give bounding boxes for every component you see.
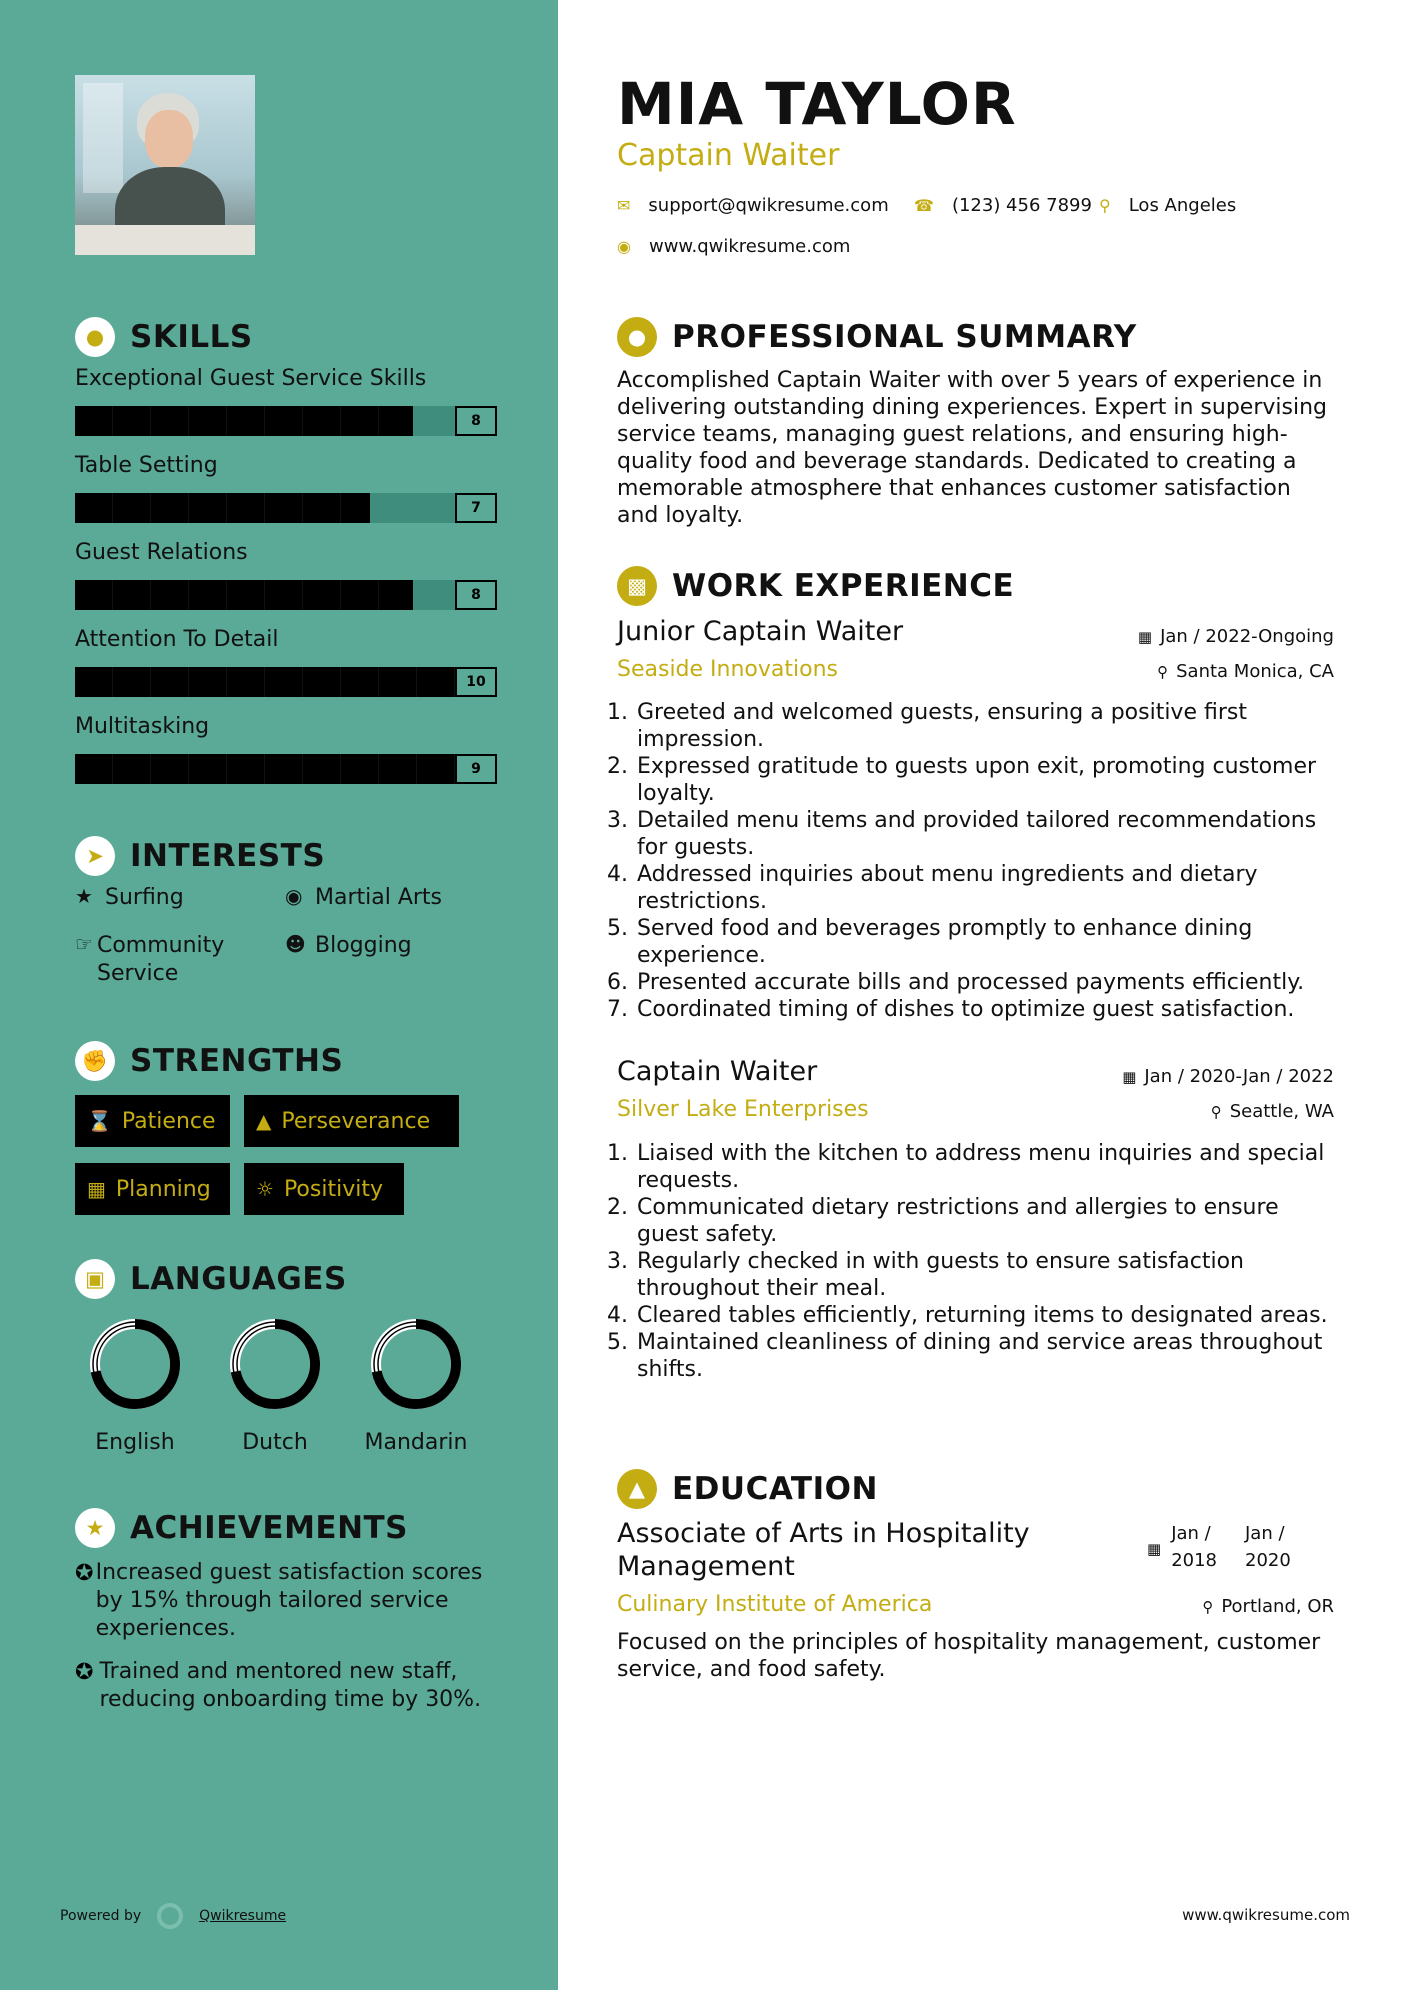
- skill-bar-fill: [75, 580, 413, 610]
- education-heading: [617, 1469, 878, 1509]
- job-location: [1211, 1101, 1334, 1122]
- strength-label: Perseverance: [281, 1108, 431, 1134]
- interest-label: Surfing: [105, 885, 184, 910]
- strength-chip: [75, 1095, 230, 1147]
- job-dates-text: Jan / 2022-Ongoing: [1160, 626, 1334, 647]
- powered-by-link[interactable]: Qwikresume: [199, 1908, 287, 1924]
- users-icon: ☻: [285, 932, 306, 956]
- pin-icon: ⚲: [1210, 1102, 1222, 1121]
- strength-label: Planning: [115, 1176, 211, 1202]
- skills-heading: [75, 317, 253, 357]
- list-item: 7. Coordinated timing of dishes to optimize guest satisfaction.: [635, 996, 1339, 1023]
- skill-item: [75, 453, 497, 523]
- list-item: 2. Communicated dietary restrictions and allergies to ensure guest safety.: [635, 1194, 1339, 1248]
- list-item: 3. Detailed menu items and provided tailored recommendations for guests.: [635, 807, 1339, 861]
- star-icon: ✪: [75, 1660, 94, 1685]
- language-item: [210, 1316, 340, 1455]
- job-company: Silver Lake Enterprises: [617, 1097, 869, 1122]
- job-responsibilities: [617, 699, 1339, 1023]
- pin-icon: ⚲: [1202, 1597, 1214, 1616]
- languages-title: LANGUAGES: [130, 1261, 347, 1297]
- summary-text: Accomplished Captain Waiter with over 5 years of experience in delivering outstanding dining experiences. Expert in supervising service teams, managing guest relations, and ensuring high-quality food and beverage standards. Dedicated to creating a memorable atmosphere that enhances customer satisfaction and loyalty.: [617, 368, 1327, 528]
- star-icon: ✪: [75, 1561, 94, 1586]
- skill-level: 10: [455, 667, 497, 697]
- education-end: [1245, 1520, 1291, 1574]
- pin-icon: ⚲: [1157, 662, 1169, 681]
- job-location-text: Santa Monica, CA: [1176, 661, 1334, 682]
- calendar-icon: ▦: [1147, 1540, 1162, 1558]
- interest-item: [75, 932, 255, 988]
- list-item: 1. Greeted and welcomed guests, ensuring a positive first impression.: [635, 699, 1339, 753]
- phone-text: (123) 456 7899: [951, 195, 1092, 216]
- sun-icon: ☼: [256, 1177, 274, 1201]
- strength-label: Positivity: [283, 1176, 383, 1202]
- skill-level: 9: [455, 754, 497, 784]
- skill-bar-fill: [75, 406, 413, 436]
- achievement-text: Increased guest satisfaction scores by 15% through tailored service experiences.: [95, 1560, 483, 1641]
- skill-bar: [75, 754, 497, 784]
- contact-phone[interactable]: [914, 195, 1092, 216]
- experience-heading: [617, 566, 1014, 606]
- candidate-role: Captain Waiter: [617, 138, 840, 173]
- map-marker-icon: ⚲: [1099, 196, 1111, 215]
- skill-bar-fill: [75, 754, 455, 784]
- job-company: Seaside Innovations: [617, 657, 838, 682]
- strength-chip: [244, 1163, 404, 1215]
- strengths-heading: [75, 1041, 343, 1081]
- interest-label: Community Service: [96, 933, 225, 986]
- calendar-icon: ▦: [87, 1177, 106, 1201]
- skill-item: [75, 540, 497, 610]
- experience-title: WORK EXPERIENCE: [672, 568, 1015, 604]
- contact-email[interactable]: [617, 195, 889, 216]
- list-item: 5. Served food and beverages promptly to enhance dining experience.: [635, 915, 1339, 969]
- strength-label: Patience: [121, 1108, 216, 1134]
- interests-title: INTERESTS: [130, 838, 326, 874]
- achievement-item: [75, 1559, 505, 1643]
- education-title: EDUCATION: [672, 1471, 878, 1507]
- job-title: Captain Waiter: [617, 1056, 818, 1087]
- powered-by: [60, 1903, 286, 1929]
- education-dates: [1147, 1520, 1291, 1574]
- job-title: Junior Captain Waiter: [617, 616, 904, 647]
- strength-chip: [75, 1163, 230, 1215]
- job-location-text: Seattle, WA: [1229, 1101, 1334, 1122]
- list-item: 2. Expressed gratitude to guests upon exit, promoting customer loyalty.: [635, 753, 1339, 807]
- job-dates: [1122, 1066, 1334, 1087]
- skill-bar: [75, 493, 497, 523]
- achievement-text: Trained and mentored new staff, reducing onboarding time by 30%.: [99, 1659, 482, 1712]
- language-ring: [368, 1316, 464, 1412]
- skill-bar: [75, 406, 497, 436]
- interest-label: Blogging: [315, 933, 412, 958]
- summary-title: PROFESSIONAL SUMMARY: [672, 319, 1137, 355]
- globe-icon: ◉: [617, 237, 631, 256]
- id-card-icon: ▣: [75, 1259, 115, 1299]
- education-location: [1202, 1596, 1334, 1617]
- language-name: English: [95, 1430, 175, 1455]
- skill-level: 8: [455, 406, 497, 436]
- website-text: www.qwikresume.com: [648, 236, 851, 257]
- job-dates: [1138, 626, 1334, 647]
- envelope-icon: ✉: [617, 196, 631, 215]
- language-ring: [87, 1316, 183, 1412]
- contact-website[interactable]: [617, 236, 850, 257]
- list-item: 5. Maintained cleanliness of dining and service areas throughout shifts.: [635, 1329, 1339, 1383]
- skill-item: [75, 714, 497, 784]
- education-description: Focused on the principles of hospitality management, customer service, and food safety.: [617, 1630, 1321, 1682]
- graduation-cap-icon: ▲: [617, 1469, 657, 1509]
- stars-icon: ★: [75, 1508, 115, 1548]
- strengths-title: STRENGTHS: [130, 1043, 344, 1079]
- skill-bar-fill: [75, 667, 497, 697]
- job-responsibilities: [617, 1140, 1339, 1383]
- hourglass-icon: ⌛: [87, 1109, 112, 1133]
- user-icon: ●: [617, 317, 657, 357]
- languages-heading: [75, 1259, 347, 1299]
- education-start-month: Jan /: [1171, 1523, 1211, 1544]
- calendar-icon: ▦: [1137, 627, 1153, 646]
- strength-chip: [244, 1095, 459, 1147]
- road-icon: ▲: [256, 1109, 272, 1133]
- interests-heading: [75, 836, 325, 876]
- achievements-title: ACHIEVEMENTS: [130, 1510, 409, 1546]
- achievement-item: [75, 1658, 505, 1714]
- education-start: [1171, 1520, 1217, 1574]
- skill-bar: [75, 580, 497, 610]
- skill-name: Table Setting: [75, 453, 218, 478]
- skill-level: 8: [455, 580, 497, 610]
- list-item: 6. Presented accurate bills and processed payments efficiently.: [635, 969, 1339, 996]
- list-item: 4. Addressed inquiries about menu ingredients and dietary restrictions.: [635, 861, 1339, 915]
- globe-icon: ◉: [285, 884, 303, 908]
- powered-by-label: Powered by: [60, 1908, 142, 1924]
- phone-icon: ☎: [914, 196, 934, 215]
- skill-name: Multitasking: [75, 714, 210, 739]
- skill-name: Guest Relations: [75, 540, 248, 565]
- education-end-month: Jan /: [1245, 1523, 1285, 1544]
- interest-item: [285, 884, 442, 912]
- email-text: support@qwikresume.com: [648, 195, 889, 216]
- education-school: Culinary Institute of America: [617, 1592, 933, 1617]
- interest-item: [285, 932, 412, 960]
- fist-icon: ✊: [75, 1041, 115, 1081]
- language-name: Dutch: [242, 1430, 308, 1455]
- summary-heading: [617, 317, 1137, 357]
- sidebar: [0, 0, 558, 1990]
- skill-bar-fill: [75, 493, 370, 523]
- education-end-year: 2020: [1245, 1550, 1291, 1571]
- footer-website[interactable]: www.qwikresume.com: [1182, 1906, 1350, 1924]
- interest-label: Martial Arts: [315, 885, 443, 910]
- candidate-name: MIA TAYLOR: [617, 70, 1017, 138]
- contact-location: [1099, 195, 1236, 216]
- paper-plane-icon: ➤: [75, 836, 115, 876]
- language-ring: [227, 1316, 323, 1412]
- skill-item: [75, 366, 497, 436]
- education-start-year: 2018: [1171, 1550, 1217, 1571]
- job-dates-text: Jan / 2020-Jan / 2022: [1144, 1066, 1334, 1087]
- language-item: [351, 1316, 481, 1455]
- list-item: 4. Cleared tables efficiently, returning items to designated areas.: [635, 1302, 1339, 1329]
- location-text: Los Angeles: [1128, 195, 1237, 216]
- skills-title: SKILLS: [130, 319, 253, 355]
- interest-item: [75, 884, 184, 912]
- list-item: 3. Regularly checked in with guests to ensure satisfaction throughout their meal.: [635, 1248, 1339, 1302]
- job-location: [1157, 661, 1334, 682]
- handshake-icon: ☞: [75, 932, 93, 956]
- profile-photo: [75, 75, 255, 255]
- calendar-icon: ▦: [1122, 1067, 1137, 1086]
- language-item: [70, 1316, 200, 1455]
- star-icon: ★: [75, 884, 93, 908]
- education-degree: Associate of Arts in Hospitality Management: [617, 1518, 1030, 1582]
- education-location-text: Portland, OR: [1221, 1596, 1334, 1617]
- skill-name: Attention To Detail: [75, 627, 279, 652]
- skill-item: [75, 627, 497, 697]
- language-name: Mandarin: [364, 1430, 468, 1455]
- skill-level: 7: [455, 493, 497, 523]
- lightbulb-icon: ●: [75, 317, 115, 357]
- list-item: 1. Liaised with the kitchen to address menu inquiries and special requests.: [635, 1140, 1339, 1194]
- achievements-heading: [75, 1508, 408, 1548]
- skill-name: Exceptional Guest Service Skills: [75, 366, 427, 391]
- qwikresume-logo-icon: [157, 1903, 183, 1929]
- skill-bar: [75, 667, 497, 697]
- chair-icon: ▩: [617, 566, 657, 606]
